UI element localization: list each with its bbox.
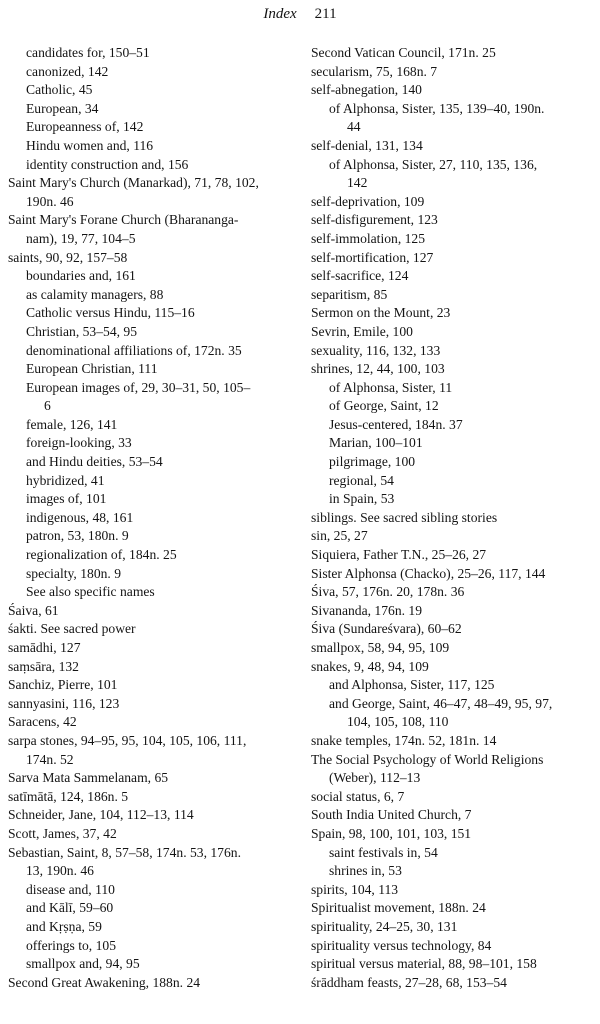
index-entry-line: The Social Psychology of World Religions: [311, 751, 544, 767]
index-entry: [311, 342, 597, 361]
index-entry: [311, 81, 597, 100]
index-entry-line: offerings to, 105: [26, 937, 116, 953]
index-entry: [311, 230, 597, 249]
index-subentry: [8, 527, 298, 546]
index-subentry: [8, 434, 298, 453]
index-entry-line: foreign-looking, 33: [26, 435, 132, 451]
index-entry-line: pilgrimage, 100: [329, 454, 416, 470]
index-entry-line: Scott, James, 37, 42: [8, 825, 117, 841]
index-entry-line: candidates for, 150–51: [26, 45, 150, 60]
index-entry-line: Christian, 53–54, 95: [26, 323, 138, 339]
index-entry-line: snakes, 9, 48, 94, 109: [311, 658, 429, 674]
index-entry-line: self-deprivation, 109: [311, 193, 425, 209]
index-entry-line: Schneider, Jane, 104, 112–13, 114: [8, 807, 194, 823]
index-subentry: [8, 342, 298, 361]
index-entry: [311, 193, 597, 212]
index-subentry: [8, 156, 298, 175]
index-entry-line: Sevrin, Emile, 100: [311, 323, 413, 339]
index-entry: [311, 44, 597, 63]
index-subentry: [8, 304, 298, 323]
index-entry: [311, 620, 597, 639]
index-entry: [311, 806, 597, 825]
index-entry-line: of George, Saint, 12: [329, 398, 439, 414]
index-entry-line: nam), 19, 77, 104–5: [26, 230, 136, 246]
index-subentry: [311, 862, 597, 881]
index-entry-line: spiritual versus material, 88, 98–101, 158: [311, 956, 537, 972]
index-entry-line: and Kālī, 59–60: [26, 900, 114, 916]
index-entry-line: self-denial, 131, 134: [311, 137, 423, 153]
index-entry: [311, 955, 597, 974]
index-entry-line: sarpa stones, 94–95, 95, 104, 105, 106, 111,: [8, 732, 247, 748]
index-entry-line: Europeanness of, 142: [26, 119, 144, 135]
index-entry-line: spirituality versus technology, 84: [311, 937, 492, 953]
index-entry: [8, 974, 298, 993]
index-entry: [311, 137, 597, 156]
index-entry-line: identity construction and, 156: [26, 156, 189, 172]
index-subentry: [8, 118, 298, 137]
index-entry: [8, 695, 298, 714]
index-entry-line: smallpox, 58, 94, 95, 109: [311, 640, 450, 655]
index-entry-line: Catholic, 45: [26, 82, 93, 98]
index-entry: [311, 658, 597, 677]
index-subentry: [311, 156, 597, 193]
index-entry-line: Catholic versus Hindu, 115–16: [26, 305, 195, 321]
index-entry: [311, 899, 597, 918]
index-subentry: [311, 695, 597, 732]
index-entry-line: and Kṛṣṇa, 59: [26, 918, 102, 934]
index-entry: [311, 267, 597, 286]
index-entry: [8, 769, 298, 788]
index-entry-line: and George, Saint, 46–47, 48–49, 95, 97,: [329, 695, 553, 711]
index-entry-line: self-immolation, 125: [311, 230, 426, 246]
index-entry-line: hybridized, 41: [26, 472, 105, 488]
index-subentry: [8, 918, 298, 937]
index-entry: [311, 546, 597, 565]
index-entry: [8, 676, 298, 695]
index-entry-line: and Hindu deities, 53–54: [26, 454, 163, 470]
index-entry-line: secularism, 75, 168n. 7: [311, 63, 438, 79]
index-entry-line: shrines in, 53: [329, 863, 402, 879]
index-subentry: [8, 583, 298, 602]
index-entry: [8, 620, 298, 639]
index-entry: [311, 825, 597, 844]
index-subentry: [8, 286, 298, 305]
index-entry: [311, 360, 597, 379]
index-entry-line: as calamity managers, 88: [26, 286, 164, 302]
index-entry: [8, 788, 298, 807]
index-entry-line: boundaries and, 161: [26, 268, 136, 284]
index-entry-line: (Weber), 112–13: [329, 770, 421, 786]
index-entry-line: shrines, 12, 44, 100, 103: [311, 361, 445, 377]
index-entry-line: Spain, 98, 100, 101, 103, 151: [311, 825, 472, 841]
index-entry: [311, 639, 597, 658]
index-entry-line: 6: [44, 398, 51, 414]
index-entry: [8, 602, 298, 621]
index-entry-line: 13, 190n. 46: [26, 863, 94, 879]
index-entry: [311, 63, 597, 82]
index-subentry: [8, 379, 298, 416]
index-subentry: [8, 509, 298, 528]
index-subentry: [8, 81, 298, 100]
index-subentry: [8, 955, 298, 974]
index-entry: [311, 509, 597, 528]
index-entry: [311, 937, 597, 956]
index-entry: [8, 249, 298, 268]
index-entry-line: Jesus-centered, 184n. 37: [329, 416, 463, 432]
index-column-right: [311, 44, 597, 992]
index-entry-line: saint festivals in, 54: [329, 844, 438, 860]
index-entry-line: 44: [347, 119, 361, 135]
index-entry: [311, 249, 597, 268]
index-subentry: [311, 453, 597, 472]
index-entry: [311, 788, 597, 807]
index-entry: [8, 844, 298, 881]
index-entry-line: Sebastian, Saint, 8, 57–58, 174n. 53, 176n.: [8, 844, 241, 860]
index-entry-line: European Christian, 111: [26, 361, 158, 377]
index-entry-line: indigenous, 48, 161: [26, 509, 134, 525]
index-entry-line: in Spain, 53: [329, 491, 395, 507]
index-entry: [311, 602, 597, 621]
index-entry-line: female, 126, 141: [26, 416, 118, 432]
index-entry-line: canonized, 142: [26, 63, 109, 79]
index-entry-line: of Alphonsa, Sister, 11: [329, 379, 453, 395]
index-subentry: [8, 546, 298, 565]
index-entry: [311, 974, 597, 993]
index-subentry: [311, 100, 597, 137]
index-entry-line: denominational affiliations of, 172n. 35: [26, 342, 242, 358]
index-subentry: [311, 490, 597, 509]
index-entry-line: self-sacrifice, 124: [311, 268, 409, 284]
index-entry-line: samādhi, 127: [8, 640, 81, 655]
index-entry-line: 104, 105, 108, 110: [347, 714, 449, 730]
index-entry-line: śrāddham feasts, 27–28, 68, 153–54: [311, 974, 507, 990]
index-entry: [8, 713, 298, 732]
index-entry: [8, 806, 298, 825]
index-entry: [311, 286, 597, 305]
index-entry-line: satīmātā, 124, 186n. 5: [8, 788, 129, 804]
index-subentry: [8, 360, 298, 379]
index-entry-line: Saint Mary's Church (Manarkad), 71, 78, 102,: [8, 175, 259, 191]
index-entry-line: sin, 25, 27: [311, 528, 368, 544]
index-subentry: [8, 472, 298, 491]
index-entry-line: of Alphonsa, Sister, 135, 139–40, 190n.: [329, 100, 545, 116]
index-entry-line: regionalization of, 184n. 25: [26, 547, 177, 563]
index-entry-line: snake temples, 174n. 52, 181n. 14: [311, 732, 497, 748]
index-entry: [8, 639, 298, 658]
index-subentry: [8, 899, 298, 918]
index-entry-line: of Alphonsa, Sister, 27, 110, 135, 136,: [329, 156, 538, 172]
index-entry: [8, 658, 298, 677]
index-entry-line: European images of, 29, 30–31, 50, 105–: [26, 379, 251, 395]
index-entry-line: social status, 6, 7: [311, 788, 405, 804]
index-entry: [311, 565, 597, 584]
index-entry-line: 190n. 46: [26, 193, 74, 209]
page-number: 211: [314, 6, 337, 22]
index-entry: [311, 918, 597, 937]
index-entry: [311, 881, 597, 900]
index-entry-line: Spiritualist movement, 188n. 24: [311, 900, 486, 916]
index-subentry: [8, 44, 298, 63]
index-entry-line: Saint Mary's Forane Church (Bharananga-: [8, 212, 239, 228]
header-title: Index: [263, 6, 297, 22]
index-subentry: [8, 565, 298, 584]
index-subentry: [311, 416, 597, 435]
index-entry-line: śakti. See sacred power: [8, 621, 136, 637]
index-entry-line: See also specific names: [26, 584, 155, 600]
index-entry-line: Sermon on the Mount, 23: [311, 305, 451, 321]
index-subentry: [311, 434, 597, 453]
index-entry-line: siblings. See sacred sibling stories: [311, 509, 498, 525]
index-entry-line: separitism, 85: [311, 286, 388, 302]
index-entry-line: 142: [347, 175, 368, 191]
index-entry: [8, 174, 298, 211]
index-subentry: [8, 937, 298, 956]
index-entry-line: spirituality, 24–25, 30, 131: [311, 918, 458, 934]
index-subentry: [8, 453, 298, 472]
index-subentry: [311, 379, 597, 398]
index-subentry: [8, 881, 298, 900]
index-entry: [8, 211, 298, 248]
index-subentry: [8, 100, 298, 119]
index-entry: [8, 732, 298, 769]
index-entry-line: images of, 101: [26, 491, 107, 507]
index-entry-line: Second Vatican Council, 171n. 25: [311, 45, 496, 60]
index-entry-line: and Alphonsa, Sister, 117, 125: [329, 677, 495, 693]
index-entry-line: Second Great Awakening, 188n. 24: [8, 974, 201, 990]
index-subentry: [311, 844, 597, 863]
index-entry: [311, 527, 597, 546]
index-subentry: [311, 472, 597, 491]
index-entry-line: sannyasini, 116, 123: [8, 695, 120, 711]
index-entry-line: Sister Alphonsa (Chacko), 25–26, 117, 144: [311, 565, 546, 581]
index-entry: [311, 304, 597, 323]
index-entry-line: saṃsāra, 132: [8, 658, 79, 674]
index-entry-line: Saracens, 42: [8, 714, 77, 730]
index-column-left: [8, 44, 298, 992]
index-entry-line: Marian, 100–101: [329, 435, 423, 451]
index-entry-line: European, 34: [26, 100, 99, 116]
index-entry-line: Sarva Mata Sammelanam, 65: [8, 770, 169, 786]
index-entry-line: 174n. 52: [26, 751, 74, 767]
index-entry: [311, 323, 597, 342]
index-entry-line: Hindu women and, 116: [26, 137, 154, 153]
index-subentry: [8, 490, 298, 509]
running-header: [0, 5, 600, 23]
index-entry-line: Siquiera, Father T.N., 25–26, 27: [311, 547, 487, 563]
index-entry-line: spirits, 104, 113: [311, 881, 399, 897]
index-entry-line: Sanchiz, Pierre, 101: [8, 677, 118, 693]
index-entry-line: Śaiva, 61: [8, 602, 59, 618]
index-entry: [311, 583, 597, 602]
index-entry-line: Sivananda, 176n. 19: [311, 602, 423, 618]
index-entry-line: disease and, 110: [26, 881, 115, 897]
index-entry-line: self-abnegation, 140: [311, 82, 422, 98]
index-entry-line: self-mortification, 127: [311, 249, 434, 265]
index-entry: [311, 732, 597, 751]
index-subentry: [311, 676, 597, 695]
index-entry-line: Śiva (Sundareśvara), 60–62: [311, 621, 462, 637]
index-entry-line: regional, 54: [329, 472, 394, 488]
index-subentry: [8, 267, 298, 286]
index-subentry: [8, 63, 298, 82]
index-entry-line: saints, 90, 92, 157–58: [8, 249, 128, 265]
index-entry: [311, 751, 597, 788]
index-entry-line: smallpox and, 94, 95: [26, 956, 140, 972]
index-entry-line: South India United Church, 7: [311, 807, 472, 823]
index-entry-line: specialty, 180n. 9: [26, 565, 122, 581]
index-subentry: [8, 137, 298, 156]
index-subentry: [311, 397, 597, 416]
index-subentry: [8, 323, 298, 342]
index-entry: [311, 211, 597, 230]
index-entry-line: sexuality, 116, 132, 133: [311, 342, 441, 358]
index-subentry: [8, 416, 298, 435]
index-entry-line: self-disfigurement, 123: [311, 212, 438, 228]
index-entry-line: Śiva, 57, 176n. 20, 178n. 36: [311, 584, 465, 600]
index-entry-line: patron, 53, 180n. 9: [26, 528, 129, 544]
index-entry: [8, 825, 298, 844]
